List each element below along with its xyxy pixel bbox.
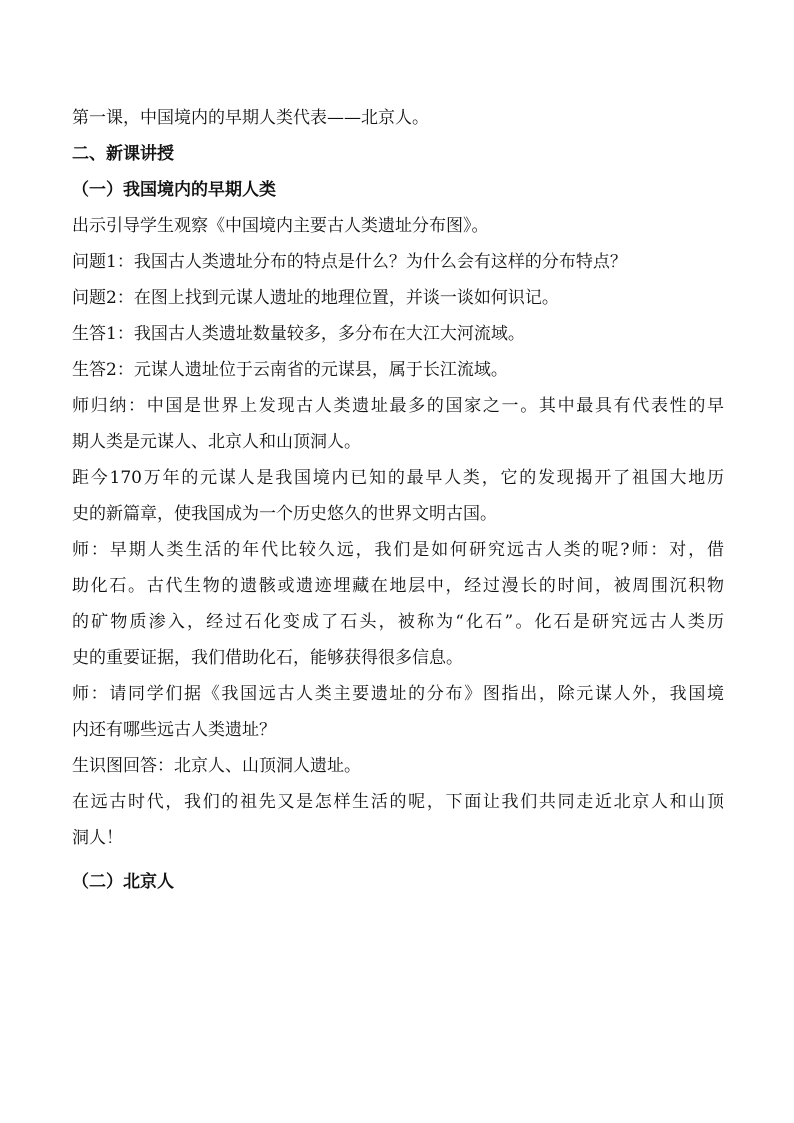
intro-line: 第一课，中国境内的早期人类代表——北京人。 bbox=[72, 108, 429, 128]
paragraph-fossil-line-3: 的矿物质渗入，经过石化变成了石头，被称为“化石”。化石是研究远古人类历 bbox=[72, 612, 724, 632]
paragraph-fossil-line-4: 史的重要证据，我们借助化石，能够获得很多信息。 bbox=[72, 648, 463, 668]
paragraph-yuanmou-line-2: 史的新篇章，使我国成为一个历史悠久的世界文明古国。 bbox=[72, 504, 497, 524]
paragraph-question-1: 问题1：我国古人类遗址分布的特点是什么？为什么会有这样的分布特点？ bbox=[72, 252, 627, 272]
paragraph-fossil-line-1: 师：早期人类生活的年代比较久远，我们是如何研究远古人类的呢?师：对，借 bbox=[72, 540, 724, 560]
paragraph-summary-line-1: 师归纳：中国是世界上发现古人类遗址最多的国家之一。其中最具有代表性的早 bbox=[72, 396, 724, 416]
paragraph-observe-map: 出示引导学生观察《中国境内主要古人类遗址分布图》。 bbox=[72, 216, 489, 236]
paragraph-sites-question-line-1: 师：请同学们据《我国远古人类主要遗址的分布》图指出，除元谋人外，我国境 bbox=[72, 684, 724, 704]
paragraph-sites-question-line-2: 内还有哪些远古人类遗址？ bbox=[72, 720, 276, 740]
paragraph-fossil-line-2: 助化石。古代生物的遗骸或遗迹埋藏在地层中，经过漫长的时间，被周围沉积物 bbox=[72, 576, 724, 596]
paragraph-transition-line-2: 洞人！ bbox=[72, 828, 123, 848]
subsection-heading-early-humans: （一）我国境内的早期人类 bbox=[72, 180, 276, 200]
section-heading-new-lesson: 二、新课讲授 bbox=[72, 144, 174, 164]
paragraph-sites-answer: 生识图回答：北京人、山顶洞人遗址。 bbox=[72, 756, 361, 776]
paragraph-answer-2: 生答2：元谋人遗址位于云南省的元谋县，属于长江流域。 bbox=[72, 360, 508, 380]
paragraph-transition-line-1: 在远古时代，我们的祖先又是怎样生活的呢，下面让我们共同走近北京人和山顶 bbox=[72, 792, 724, 812]
spacer bbox=[72, 856, 724, 864]
document-page bbox=[72, 100, 724, 900]
paragraph-summary-line-2: 期人类是元谋人、北京人和山顶洞人。 bbox=[72, 432, 361, 452]
paragraph-question-2: 问题2：在图上找到元谋人遗址的地理位置，并谈一谈如何识记。 bbox=[72, 288, 559, 308]
paragraph-answer-1: 生答1：我国古人类遗址数量较多，多分布在大江大河流域。 bbox=[72, 324, 525, 344]
subsection-heading-peking-man: （二）北京人 bbox=[72, 872, 174, 892]
paragraph-yuanmou-line-1: 距今170万年的元谋人是我国境内已知的最早人类，它的发现揭开了祖国大地历 bbox=[72, 468, 724, 488]
